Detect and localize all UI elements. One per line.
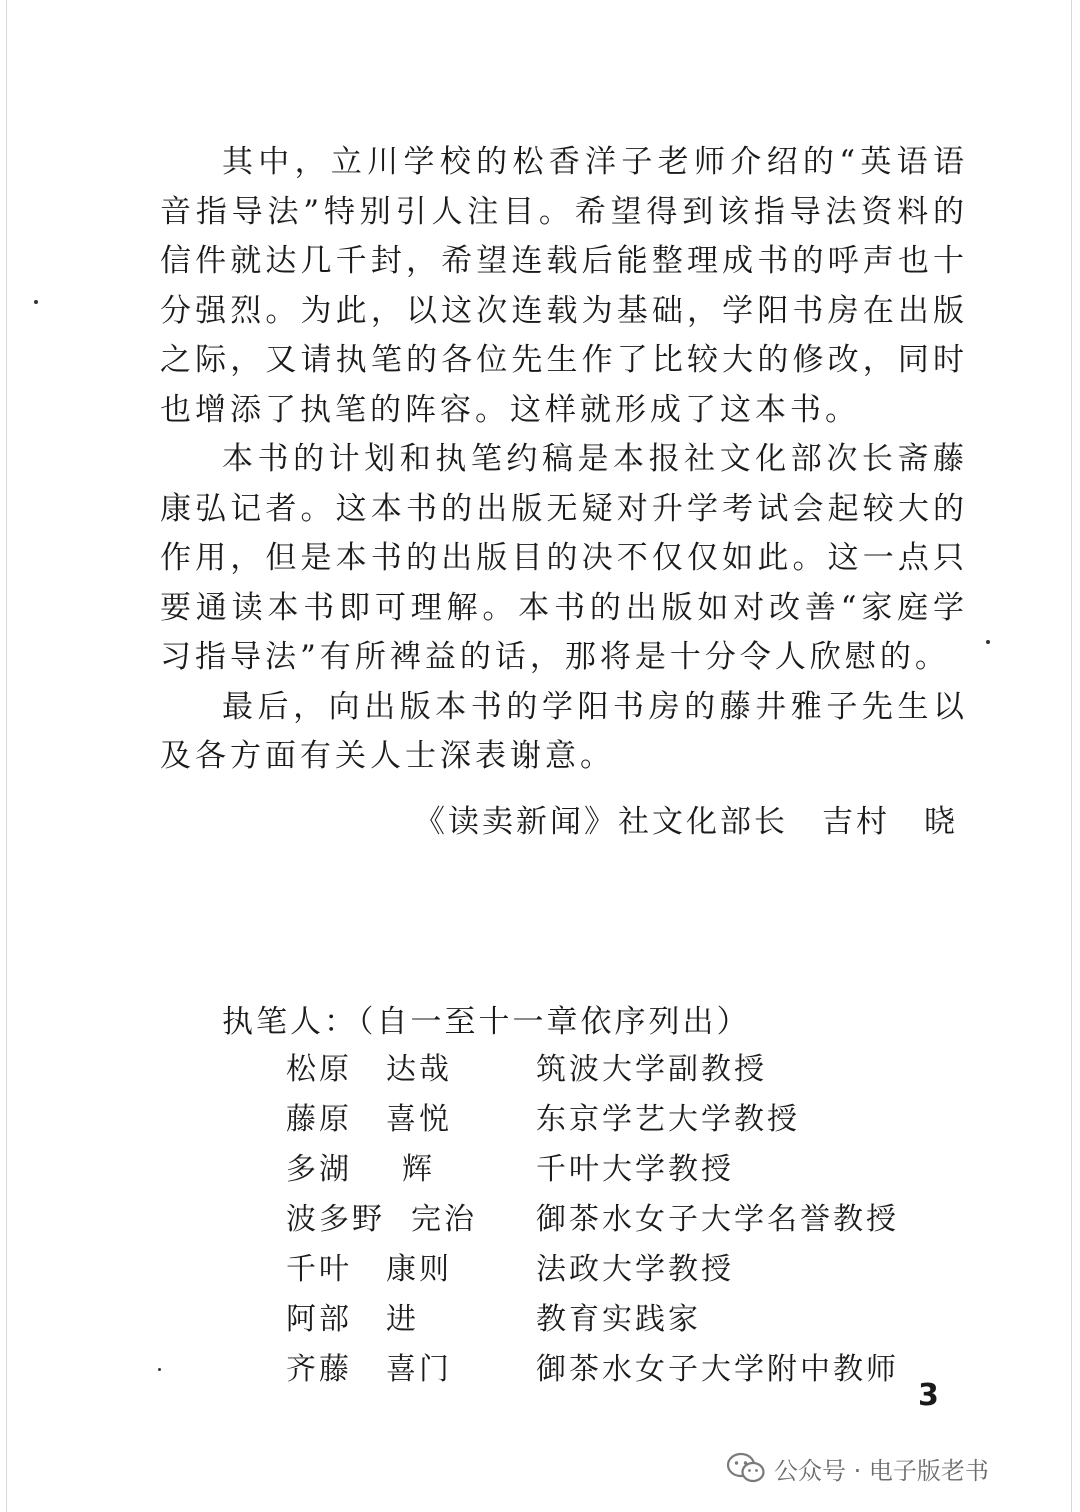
paragraph: 其中，立川学校的松香洋子老师介绍的“英语语音指导法”特别引人注目。希望得到该指导法资料的信件就达几千封，希望连载后能整理成书的呼声也十分强烈。为此，以这次连载为基础，学阳书房在出版之际，又请执笔的各位先生作了比较大的修改，同时也增添了执笔的阵容。这样就形成了这本书。: [160, 144, 968, 428]
author-title: 御茶水女子大学附中教师: [536, 1352, 899, 1387]
author-given-name: 喜悦: [386, 1102, 452, 1137]
body-text: [160, 138, 968, 782]
paragraph: 最后，向出版本书的学阳书房的藤井雅子先生以及各方面有关人士深表谢意。: [160, 688, 968, 774]
signature: [414, 796, 958, 841]
watermark-text: 公众号 · 电子版老书: [774, 1456, 989, 1485]
author-family-name: 波多野: [286, 1202, 385, 1237]
watermark: [726, 1448, 989, 1488]
author-given-name: 康则: [386, 1252, 452, 1287]
author-family-name: 藤原: [286, 1102, 352, 1137]
author-title: 千叶大学教授: [536, 1152, 734, 1187]
author-title: 御茶水女子大学名誉教授: [536, 1202, 899, 1237]
author-given-name: 进: [386, 1302, 419, 1337]
author-given-name: 辉: [402, 1152, 435, 1187]
scan-speck: [34, 300, 38, 304]
author-title: 教育实践家: [536, 1302, 701, 1337]
author-family-name: 千叶: [286, 1252, 352, 1287]
author-family-name: 多湖: [286, 1152, 352, 1187]
author-title: 东京学艺大学教授: [536, 1102, 800, 1137]
signature-org-title: 《读卖新闻》社文化部长: [414, 804, 788, 840]
author-family-name: 齐藤: [286, 1352, 352, 1387]
authors-heading: 执笔人：（自一至十一章依序列出）: [222, 1004, 751, 1040]
author-given-name: 喜门: [386, 1352, 452, 1387]
author-given-name: 完治: [411, 1202, 477, 1237]
author-given-name: 达哉: [386, 1052, 452, 1087]
scan-speck: [986, 640, 990, 644]
paragraph: 本书的计划和执笔约稿是本报社文化部次长斋藤康弘记者。这本书的出版无疑对升学考试会起较大的作用，但是本书的出版目的决不仅仅如此。这一点只要通读本书即可理解。本书的出版如对改善“家庭学习指导法”有所裨益的话，那将是十分令人欣慰的。: [160, 441, 968, 675]
page-number: 3: [918, 1378, 939, 1413]
author-title: 法政大学教授: [536, 1252, 734, 1287]
author-family-name: 阿部: [286, 1302, 352, 1337]
scan-speck: [158, 1368, 161, 1371]
signature-name: 吉村 晓: [822, 804, 958, 840]
wechat-icon: [726, 1452, 766, 1484]
author-title: 筑波大学副教授: [536, 1052, 767, 1087]
author-family-name: 松原: [286, 1052, 352, 1087]
